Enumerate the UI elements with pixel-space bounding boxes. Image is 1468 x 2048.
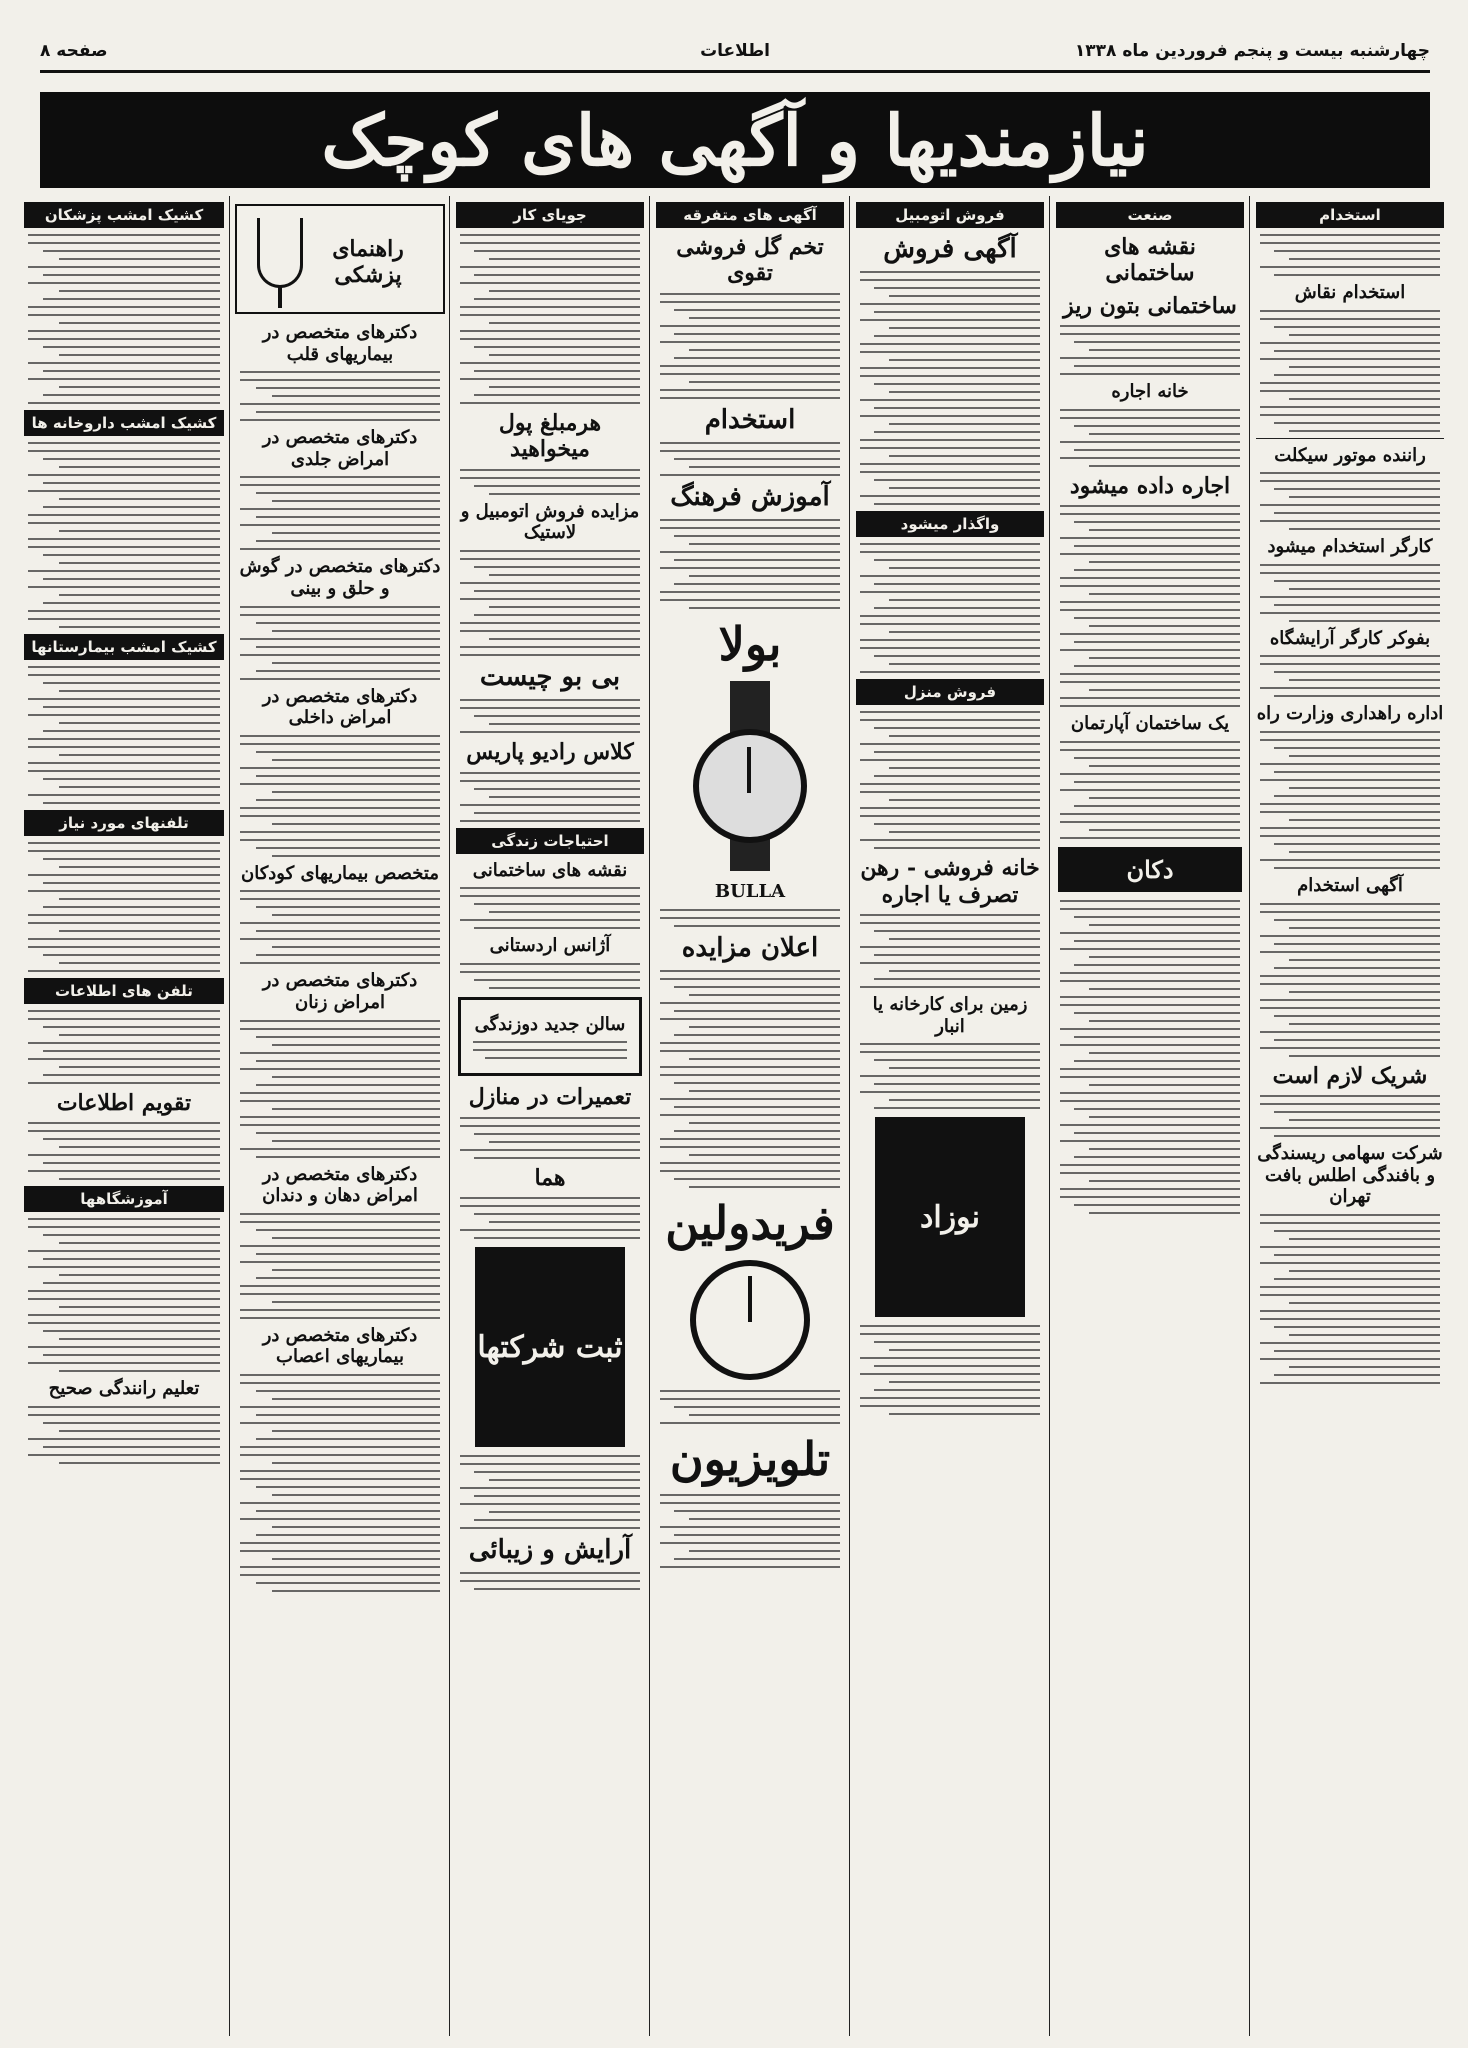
text-block <box>660 293 840 399</box>
ad-auction-title: مزایده فروش اتومبیل و لاستیک <box>460 500 640 544</box>
ad-beauty-title: آرایش و زیبائی <box>468 1535 632 1566</box>
text-block <box>1260 731 1440 869</box>
ad-concrete-title: ساختمانی بتون ریز <box>1063 292 1237 319</box>
masthead-date: چهارشنبه بیست و پنجم فروردین ماه ۱۳۳۸ <box>1074 41 1430 61</box>
masthead <box>40 38 1430 64</box>
text-block <box>460 1455 640 1529</box>
newborn-box <box>875 1117 1025 1317</box>
ad-hairdresser-title: بفوکر کارگر آرایشگاه <box>1269 627 1431 649</box>
goblet-icon <box>257 218 303 288</box>
ad-seeds-title: تخم گل فروشی تقوی <box>676 234 824 287</box>
column-divider <box>649 196 650 2036</box>
ad-worker-title: کارگر استخدام میشود <box>1267 536 1433 558</box>
heading-skin: دکترهای متخصص در امراض جلدی <box>262 427 418 470</box>
heading-women: دکترهای متخصص در امراض زنان <box>262 970 418 1013</box>
watch-illustration <box>675 681 825 871</box>
column-7 <box>1252 196 1448 2036</box>
column-4 <box>652 196 848 2036</box>
section-misc-heading: استخدام <box>1256 202 1444 228</box>
text-block <box>1260 472 1440 530</box>
text-block <box>240 735 440 857</box>
text-block <box>660 442 840 476</box>
newborn-box-title: نوزاد <box>919 1199 981 1235</box>
ad-employment-title: آگهی استخدام <box>1297 874 1403 896</box>
ad-money-title: هرمبلغ پول میخواهید <box>498 410 602 463</box>
ad-painting-title: استخدام نقاش <box>1294 282 1406 303</box>
ad-partner-title: شریک لازم است <box>1272 1062 1428 1089</box>
divider <box>1256 438 1444 439</box>
text-block <box>460 1117 640 1159</box>
text-block <box>28 1010 220 1084</box>
shop-box <box>1058 847 1242 892</box>
text-block <box>460 1572 640 1590</box>
column-divider <box>1249 196 1250 2036</box>
masthead-paper-name: اطلاعات <box>700 41 770 61</box>
medical-guide-box <box>235 204 445 314</box>
text-block <box>1060 900 1240 1214</box>
ad-employment-title: استخدام <box>704 404 796 435</box>
text-block <box>28 442 220 628</box>
section-house-sale-heading: فروش منزل <box>856 679 1044 705</box>
heading-nerves: دکترهای متخصص در بیماریهای اعصاب <box>262 1324 418 1368</box>
section-pharmacies-heading: کشیک امشب داروخانه ها <box>24 410 224 436</box>
text-block <box>460 550 640 656</box>
text-block <box>1060 505 1240 707</box>
ad-home-treatment-title: تعمیرات در منازل <box>468 1084 632 1111</box>
heading-internal: دکترهای متخصص در امراض داخلی <box>262 685 418 729</box>
section-phones-heading: تلفنهای مورد نیاز <box>24 810 224 836</box>
text-block <box>1060 741 1240 839</box>
text-block <box>28 234 220 404</box>
text-block <box>1260 655 1440 697</box>
clock-illustration <box>690 1260 810 1380</box>
heading-ent: دکترهای متخصص در گوش و حلق و بینی <box>239 556 441 599</box>
ad-building-plans-title: نقشه های ساختمانی <box>472 859 628 881</box>
text-block <box>460 963 640 989</box>
heading-dental: دکترهای متخصص در امراض دهان و دندان <box>262 1163 418 1207</box>
section-education-heading: آموزشگاهها <box>24 1186 224 1212</box>
text-block <box>660 909 840 927</box>
column-divider <box>849 196 850 2036</box>
text-block <box>860 1325 1040 1415</box>
text-block <box>1260 310 1440 432</box>
text-block <box>460 699 640 733</box>
ad-culture-title: آموزش فرهنگ <box>670 481 830 512</box>
text-block <box>860 914 1040 988</box>
banner-title: نیازمندیها و آگهی های کوچک <box>321 98 1149 182</box>
columns <box>20 196 1448 2036</box>
text-block <box>1060 325 1240 375</box>
ad-bibichest-title: بی بو چیست <box>479 661 621 692</box>
text-block <box>1260 564 1440 622</box>
text-block <box>28 1406 220 1464</box>
text-block <box>460 469 640 495</box>
section-cars-heading: فروش اتومبیل <box>856 202 1044 228</box>
section-hospitals-heading: کشیک امشب بیمارستانها <box>24 634 224 660</box>
section-ettelaat-phones-heading: تلفن های اطلاعات <box>24 978 224 1004</box>
text-block <box>28 1122 220 1180</box>
text-block <box>28 1218 220 1372</box>
text-block <box>460 1197 640 1239</box>
goblet-stem-icon <box>278 286 282 308</box>
text-block <box>1260 234 1440 276</box>
text-block <box>660 1494 840 1568</box>
medical-guide-title: راهنمای پزشکی <box>332 236 404 289</box>
companies-box-title: ثبت شرکتها <box>477 1329 623 1365</box>
heading-heart: دکترهای متخصص در بیماریهای قلب <box>262 322 418 365</box>
text-block <box>660 970 840 1188</box>
text-block <box>240 1020 440 1158</box>
ad-apartment-title: یک ساختمان آپارتمان <box>1070 713 1230 735</box>
column-5 <box>852 196 1048 2036</box>
text-block <box>860 543 1040 673</box>
text-block <box>460 887 640 929</box>
ad-rent-title: خانه اجاره <box>1111 381 1189 403</box>
masthead-page-number: صفحه ۸ <box>40 41 108 61</box>
ad-agency-title: آژانس اردستانی <box>489 935 611 957</box>
column-divider <box>1049 196 1050 2036</box>
text-block <box>28 666 220 804</box>
ad-bulova-title: بولا <box>718 617 782 672</box>
section-announcements-heading: آگهی های متفرقه <box>656 202 844 228</box>
column-divider <box>449 196 450 2036</box>
ad-radio-title: کلاس رادیو پاریس <box>466 739 634 766</box>
heading-children: متخصص بیماریهای کودکان <box>241 862 439 884</box>
calendar-title: تقویم اطلاعات <box>56 1090 192 1116</box>
text-block <box>860 711 1040 849</box>
classifieds-banner <box>40 92 1430 188</box>
text-block <box>240 1213 440 1319</box>
section-industry-heading: صنعت <box>1056 202 1244 228</box>
text-block <box>240 371 440 421</box>
header-rule <box>40 70 1430 73</box>
companies-box <box>475 1247 625 1447</box>
ad-driver-title: راننده موتور سیکلت <box>1274 444 1426 466</box>
column-1 <box>20 196 228 2036</box>
text-block <box>1260 1214 1440 1384</box>
ad-roads-title: اداره راهداری وزارت راه <box>1256 703 1444 725</box>
text-block <box>1060 409 1240 467</box>
ad-homa-title: هما <box>534 1164 566 1191</box>
ad-driving-title: تعلیم رانندگی صحیح <box>48 1378 200 1400</box>
text-block <box>28 842 220 972</box>
text-block <box>860 271 1040 505</box>
text-block <box>473 1041 627 1059</box>
text-block <box>240 890 440 964</box>
ad-for-rent-title: اجاره داده میشود <box>1069 472 1231 499</box>
column-3 <box>452 196 648 2036</box>
text-block <box>240 606 440 680</box>
section-life-needs-heading: احتیاجات زندگی <box>456 828 644 854</box>
ad-bulova-caption: BULLA <box>714 881 786 903</box>
column-divider <box>229 196 230 2036</box>
ad-sale-title: آگهی فروش <box>883 234 1017 264</box>
text-block <box>660 1390 840 1424</box>
ad-land-title: زمین برای کارخانه یا انبار <box>872 993 1028 1037</box>
tailoring-box <box>458 997 642 1077</box>
text-block <box>1260 903 1440 1057</box>
ad-house-title: خانه فروشی - رهن تصرف یا اجاره <box>860 855 1040 908</box>
ad-frigidaire-title: فریدولین <box>665 1195 835 1250</box>
ad-weaving-title: شرکت سهامی ریسندگی و بافندگی اطلس بافت تهران <box>1257 1142 1443 1208</box>
text-block <box>460 772 640 822</box>
ad-tv-title: تلویزیون <box>669 1431 831 1486</box>
ad-buildings-title: نقشه های ساختمانی <box>1104 234 1196 287</box>
text-block <box>240 1374 440 1592</box>
text-block <box>1260 1095 1440 1137</box>
section-work-heading: جویای کار <box>456 202 644 228</box>
ad-tailoring-title: سالن جدید دوزندگی <box>474 1013 626 1035</box>
text-block <box>860 1043 1040 1109</box>
text-block <box>460 234 640 404</box>
text-block <box>660 519 840 609</box>
section-transfer-heading: واگذار میشود <box>856 511 1044 537</box>
text-block <box>240 476 440 550</box>
column-2 <box>232 196 448 2036</box>
column-6 <box>1052 196 1248 2036</box>
shop-box-title: دکان <box>1126 854 1174 884</box>
ad-auction-notice-title: اعلان مزایده <box>681 932 819 963</box>
section-physicians-heading: کشیک امشب پزشکان <box>24 202 224 228</box>
